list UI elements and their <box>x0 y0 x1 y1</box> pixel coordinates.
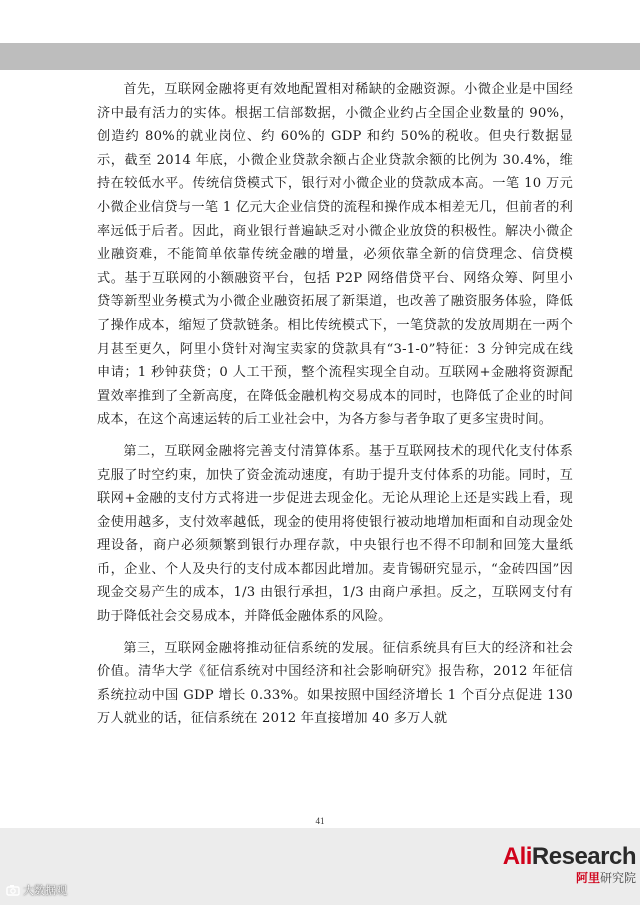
watermark-text: 大数据观 <box>23 884 67 897</box>
camera-icon <box>6 884 20 896</box>
logo-chinese <box>503 871 636 885</box>
logo-cn-rest: 研究院 <box>599 871 636 885</box>
logo-cn-ali: 阿里 <box>575 871 600 885</box>
logo-wordmark <box>503 844 636 870</box>
aliresearch-logo <box>503 844 636 885</box>
paragraph-1: 首先，互联网金融将更有效地配置相对稀缺的金融资源。小微企业是中国经济中最有活力的实体。根据工信部数据，小微企业约占全国企业数量的 90%，创造约 80%的就业岗位、约 60%的 GDP 和约 50%的税收。但央行数据显示，截至 2014 年底，小微企业贷款余额占企业贷款余额的比例为 30.4%，维持在较低水平。传统信贷模式下，银行对小微企业的贷款成本高。一笔 10 万元小微企业信贷与一笔 1 亿元大企业信贷的流程和操作成本相差无几，但前者的利率远低于后者。因此，商业银行普遍缺乏对小微企业放贷的积极性。解决小微企业融资难，不能简单依靠传统金融的增量，必须依靠全新的信贷理念、信贷模式。基于互联网的小额融资平台，包括 P2P 网络借贷平台、网络众筹、阿里小贷等新型业务模式为小微企业融资拓展了新渠道，也改善了融资服务体验，降低了操作成本，缩短了贷款链条。相比传统模式下，一笔贷款的发放周期在一两个月甚至更久，阿里小贷针对淘宝卖家的贷款具有“3-1-0”特征：3 分钟完成在线申请；1 秒钟获贷；0 人工干预，整个流程实现全自动。互联网+金融将资源配置效率推到了全新高度，在降低金融机构交易成本的同时，也降低了企业的时间成本，在这个高速运转的后工业社会中，为各方参与者争取了更多宝贵时间。 <box>97 82 573 428</box>
paragraph-2: 第二，互联网金融将完善支付清算体系。基于互联网技术的现代化支付体系克服了时空约束，加快了资金流动速度，有助于提升支付体系的功能。同时，互联网+金融的支付方式将进一步促进去现金化。无论从理论上还是实践上看，现金使用越多，支付效率越低，现金的使用将使银行被动地增加柜面和自动现金处理设备，商户必须频繁到银行办理存款，中央银行也不得不印制和回笼大量纸币，企业、个人及央行的支付成本都因此增加。麦肯锡研究显示，“金砖四国”因现金交易产生的成本，1/3 由银行承担，1/3 由商户承担。反之，互联网支付有助于降低社会交易成本，并降低金融体系的风险。 <box>97 443 573 625</box>
page-number: 41 <box>315 816 325 826</box>
document-body <box>97 78 573 739</box>
logo-ali: Ali <box>502 843 532 870</box>
logo-research: Research <box>531 843 636 870</box>
header-band <box>0 43 640 70</box>
paragraph-3: 第三，互联网金融将推动征信系统的发展。征信系统具有巨大的经济和社会价值。清华大学《征信系统对中国经济和社会影响研究》报告称，2012 年征信系统拉动中国 GDP 增长 0.33%。如果按照中国经济增长 1 个百分点促进 130 万人就业的话，征信系统在 2012 年直接增加 40 多万人就 <box>97 640 573 727</box>
watermark <box>6 882 67 898</box>
